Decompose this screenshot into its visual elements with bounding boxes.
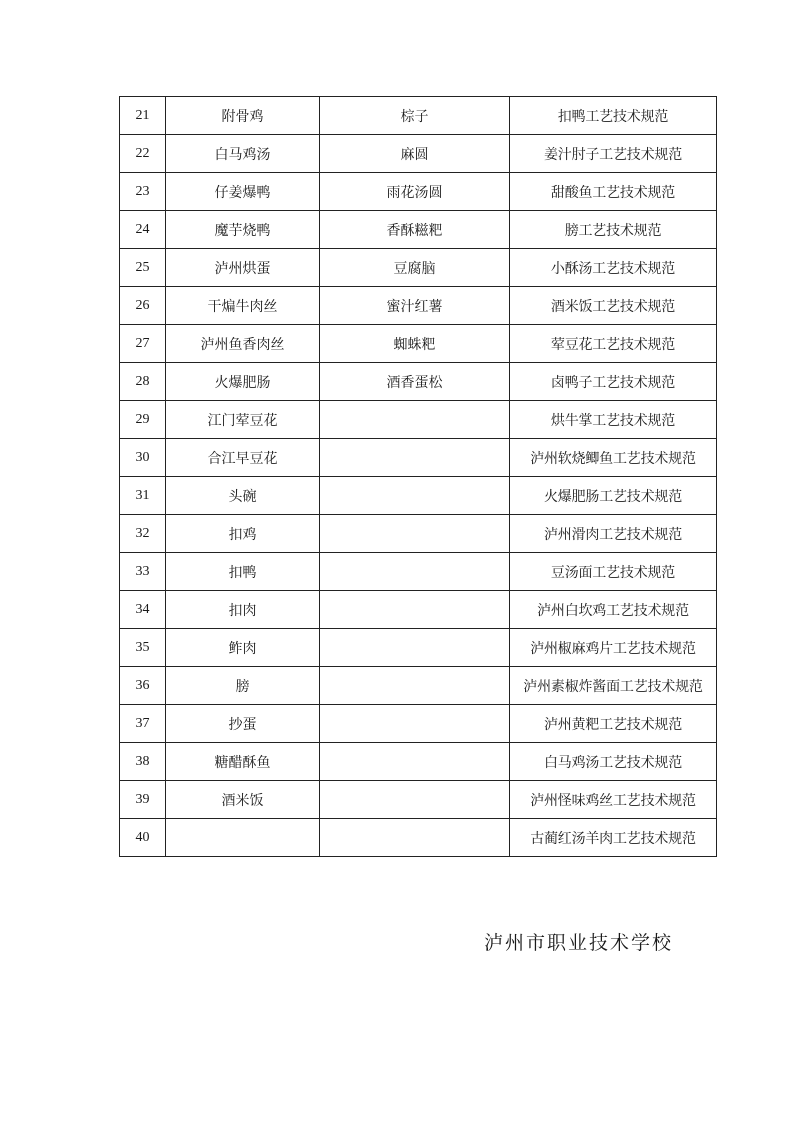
row-number-cell: 23 bbox=[120, 173, 166, 211]
dish-name-cell: 酒米饭 bbox=[166, 781, 320, 819]
dish-name-cell: 干煸牛肉丝 bbox=[166, 287, 320, 325]
snack-name-cell: 雨花汤圆 bbox=[320, 173, 510, 211]
row-number-cell: 29 bbox=[120, 401, 166, 439]
row-number-cell: 26 bbox=[120, 287, 166, 325]
table-row bbox=[120, 515, 717, 553]
dish-list-table bbox=[119, 96, 717, 857]
table-row bbox=[120, 477, 717, 515]
table-row bbox=[120, 249, 717, 287]
dish-name-cell: 附骨鸡 bbox=[166, 97, 320, 135]
table-row bbox=[120, 325, 717, 363]
row-number-cell: 30 bbox=[120, 439, 166, 477]
row-number-cell: 27 bbox=[120, 325, 166, 363]
table-row bbox=[120, 401, 717, 439]
dish-name-cell: 白马鸡汤 bbox=[166, 135, 320, 173]
school-name: 泸州市职业技术学校 bbox=[484, 932, 674, 954]
snack-name-cell bbox=[320, 553, 510, 591]
dish-name-cell: 扣鸡 bbox=[166, 515, 320, 553]
row-number-cell: 22 bbox=[120, 135, 166, 173]
dish-name-cell: 合江早豆花 bbox=[166, 439, 320, 477]
row-number-cell: 39 bbox=[120, 781, 166, 819]
row-number-cell: 40 bbox=[120, 819, 166, 857]
snack-name-cell bbox=[320, 667, 510, 705]
spec-name-cell: 火爆肥肠工艺技术规范 bbox=[510, 477, 717, 515]
dish-name-cell: 鲊肉 bbox=[166, 629, 320, 667]
row-number-cell: 33 bbox=[120, 553, 166, 591]
table-row bbox=[120, 705, 717, 743]
row-number-cell: 36 bbox=[120, 667, 166, 705]
row-number-cell: 37 bbox=[120, 705, 166, 743]
table-row bbox=[120, 781, 717, 819]
row-number-cell: 32 bbox=[120, 515, 166, 553]
row-number-cell: 28 bbox=[120, 363, 166, 401]
dish-name-cell: 仔姜爆鸭 bbox=[166, 173, 320, 211]
spec-name-cell: 小酥汤工艺技术规范 bbox=[510, 249, 717, 287]
table-row bbox=[120, 211, 717, 249]
row-number-cell: 24 bbox=[120, 211, 166, 249]
dish-name-cell: 膀 bbox=[166, 667, 320, 705]
dish-name-cell: 泸州烘蛋 bbox=[166, 249, 320, 287]
dish-name-cell: 泸州鱼香肉丝 bbox=[166, 325, 320, 363]
table-row bbox=[120, 439, 717, 477]
snack-name-cell bbox=[320, 591, 510, 629]
dish-name-cell: 糖醋酥鱼 bbox=[166, 743, 320, 781]
snack-name-cell: 棕子 bbox=[320, 97, 510, 135]
dish-name-cell: 扣鸭 bbox=[166, 553, 320, 591]
spec-name-cell: 豆汤面工艺技术规范 bbox=[510, 553, 717, 591]
spec-name-cell: 姜汁肘子工艺技术规范 bbox=[510, 135, 717, 173]
snack-name-cell: 香酥糍粑 bbox=[320, 211, 510, 249]
table-row bbox=[120, 287, 717, 325]
snack-name-cell bbox=[320, 439, 510, 477]
spec-name-cell: 古蔺红汤羊肉工艺技术规范 bbox=[510, 819, 717, 857]
table-row bbox=[120, 135, 717, 173]
dish-name-cell bbox=[166, 819, 320, 857]
table-row bbox=[120, 173, 717, 211]
table-body bbox=[120, 97, 717, 857]
snack-name-cell bbox=[320, 629, 510, 667]
snack-name-cell bbox=[320, 743, 510, 781]
row-number-cell: 21 bbox=[120, 97, 166, 135]
snack-name-cell: 酒香蛋松 bbox=[320, 363, 510, 401]
snack-name-cell bbox=[320, 515, 510, 553]
spec-name-cell: 白马鸡汤工艺技术规范 bbox=[510, 743, 717, 781]
dish-name-cell: 抄蛋 bbox=[166, 705, 320, 743]
snack-name-cell bbox=[320, 705, 510, 743]
snack-name-cell: 蜘蛛粑 bbox=[320, 325, 510, 363]
row-number-cell: 31 bbox=[120, 477, 166, 515]
snack-name-cell: 豆腐脑 bbox=[320, 249, 510, 287]
table-row bbox=[120, 97, 717, 135]
snack-name-cell: 麻圆 bbox=[320, 135, 510, 173]
table-row bbox=[120, 667, 717, 705]
table-row bbox=[120, 743, 717, 781]
spec-name-cell: 泸州黄粑工艺技术规范 bbox=[510, 705, 717, 743]
row-number-cell: 34 bbox=[120, 591, 166, 629]
spec-name-cell: 泸州白坎鸡工艺技术规范 bbox=[510, 591, 717, 629]
spec-name-cell: 膀工艺技术规范 bbox=[510, 211, 717, 249]
snack-name-cell bbox=[320, 401, 510, 439]
spec-name-cell: 泸州椒麻鸡片工艺技术规范 bbox=[510, 629, 717, 667]
table-row bbox=[120, 629, 717, 667]
snack-name-cell: 蜜汁红薯 bbox=[320, 287, 510, 325]
spec-name-cell: 荤豆花工艺技术规范 bbox=[510, 325, 717, 363]
table-row bbox=[120, 553, 717, 591]
row-number-cell: 25 bbox=[120, 249, 166, 287]
dish-name-cell: 魔芋烧鸭 bbox=[166, 211, 320, 249]
snack-name-cell bbox=[320, 781, 510, 819]
dish-name-cell: 头碗 bbox=[166, 477, 320, 515]
spec-name-cell: 泸州素椒炸酱面工艺技术规范 bbox=[510, 667, 717, 705]
spec-name-cell: 泸州软烧鲫鱼工艺技术规范 bbox=[510, 439, 717, 477]
spec-name-cell: 烘牛掌工艺技术规范 bbox=[510, 401, 717, 439]
spec-name-cell: 卤鸭子工艺技术规范 bbox=[510, 363, 717, 401]
row-number-cell: 35 bbox=[120, 629, 166, 667]
table-row bbox=[120, 591, 717, 629]
snack-name-cell bbox=[320, 477, 510, 515]
spec-name-cell: 甜酸鱼工艺技术规范 bbox=[510, 173, 717, 211]
spec-name-cell: 酒米饭工艺技术规范 bbox=[510, 287, 717, 325]
table-row bbox=[120, 363, 717, 401]
dish-name-cell: 火爆肥肠 bbox=[166, 363, 320, 401]
spec-name-cell: 扣鸭工艺技术规范 bbox=[510, 97, 717, 135]
dish-name-cell: 江门荤豆花 bbox=[166, 401, 320, 439]
table-row bbox=[120, 819, 717, 857]
snack-name-cell bbox=[320, 819, 510, 857]
spec-name-cell: 泸州滑肉工艺技术规范 bbox=[510, 515, 717, 553]
row-number-cell: 38 bbox=[120, 743, 166, 781]
dish-name-cell: 扣肉 bbox=[166, 591, 320, 629]
spec-name-cell: 泸州怪味鸡丝工艺技术规范 bbox=[510, 781, 717, 819]
